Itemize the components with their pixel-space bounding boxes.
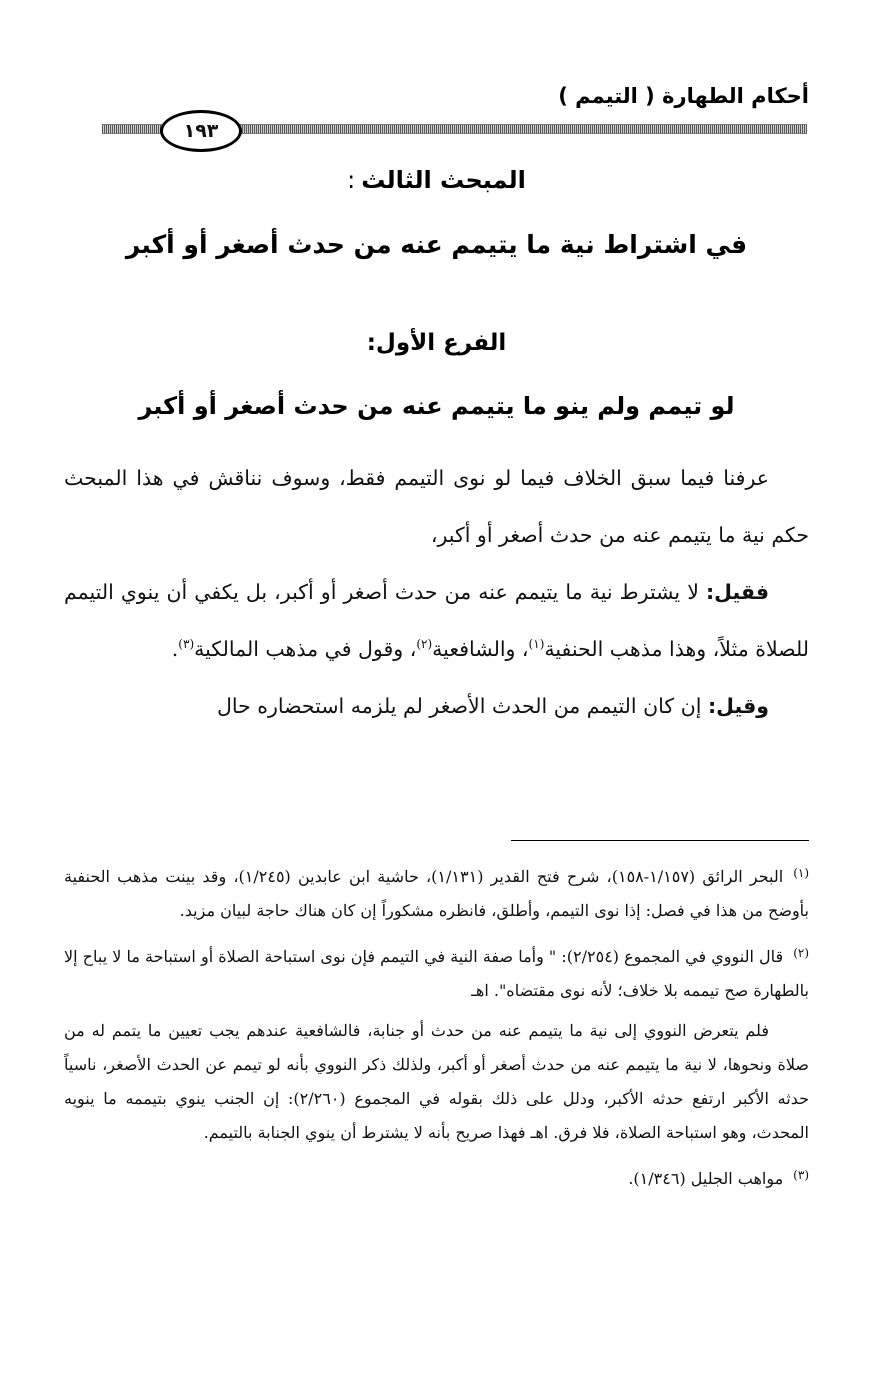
footnote-ref-1[interactable]: (١) (528, 637, 545, 652)
paragraph-3-lead: وقيل: (707, 694, 769, 718)
body-text (64, 450, 809, 735)
paragraph-2-text-c: ، وقول في مذهب المالكية (194, 637, 417, 661)
paragraph-3-text: إن كان التيمم من الحدث الأصغر لم يلزمه استحضاره حال (216, 694, 708, 718)
footnote-1-mark: (١) (793, 866, 810, 880)
paragraph-1: عرفنا فيما سبق الخلاف فيما لو نوى التيمم فقط، وسوف نناقش في هذا المبحث حكم نية ما يتيمم عنه من حدث أصغر أو أكبر، (64, 466, 809, 547)
footnotes (64, 856, 809, 1196)
paragraph-2 (64, 564, 809, 678)
section-label: المبحث الثالث (361, 166, 526, 194)
section-colon: : (347, 166, 356, 194)
footnote-2-text: قال النووي في المجموع (٢/٢٥٤): " وأما صفة النية في التيمم فإن نوى استباحة الصلاة أو استباحة ما لا يباح إلا بالطهارة صح تيممه بلا خلاف؛ لأنه نوى مقتضاه". اهـ (64, 947, 809, 1000)
paragraph-2-text-d: . (171, 637, 179, 661)
question-heading: لو تيمم ولم ينو ما يتيمم عنه من حدث أصغر أو أكبر (138, 392, 735, 420)
running-title: أحكام الطهارة ( التيمم ) (558, 84, 809, 108)
footnote-3-mark: (٣) (793, 1168, 809, 1182)
paragraph-2-lead: فقيل: (705, 580, 769, 604)
footnote-3-text: مواهب الجليل (١/٣٤٦). (628, 1169, 784, 1188)
paragraph-2-text-a: لا يشترط نية ما يتيمم عنه من حدث أصغر أو أكبر، بل يكفي أن ينوي التيمم للصلاة مثلاً، وهذا مذهب الحنفية (64, 580, 809, 661)
section-heading (0, 166, 873, 194)
footnote-ref-3[interactable]: (٣) (178, 637, 195, 652)
branch-heading: الفرع الأول: (366, 330, 507, 356)
paragraph-3 (64, 678, 809, 735)
page-number: ١٩٣ (160, 110, 242, 152)
footnote-ref-2[interactable]: (٢) (416, 637, 433, 652)
footnote-2-continuation: فلم يتعرض النووي إلى نية ما يتيمم عنه من حدث أو جنابة، فالشافعية عندهم يجب تعيين ما يتمم له من صلاة ونحوها، لا نية ما يتيمم عنه من حدث أصغر أو أكبر، ولذلك ذكر النووي بأنه لو تيمم عن الحدث الأصغر، ناسياً حدثه الأكبر ارتفع حدثه الأكبر، ودلل على ذلك بقوله في المجموع (٢/٢٦٠): إن الجنب ينوي بتيممه ما ينويه المحدث، وهو استباحة الصلاة، فلا فرق. اهـ فهذا صريح بأنه لا يشترط أن ينوي الجنابة بالتيمم. (64, 1021, 810, 1142)
paragraph-2-text-b: ، والشافعية (432, 637, 529, 661)
footnote-2 (64, 936, 809, 1008)
footnote-separator (511, 840, 809, 841)
topic-heading: في اشتراط نية ما يتيمم عنه من حدث أصغر أو أكبر (125, 230, 748, 259)
footnote-3 (64, 1158, 809, 1196)
footnote-1-text: البحر الرائق (١/١٥٧-١٥٨)، شرح فتح القدير (١/١٣١)، حاشية ابن عابدين (١/٢٤٥)، وقد بينت مذهب الحنفية بأوضح من هذا في فصل: إذا نوى التيمم، وأطلق، فانظره مشكوراً إن كان هناك حاجة لبيان مزيد. (64, 867, 809, 920)
footnote-2-mark: (٢) (793, 946, 810, 960)
footnote-1 (64, 856, 809, 928)
